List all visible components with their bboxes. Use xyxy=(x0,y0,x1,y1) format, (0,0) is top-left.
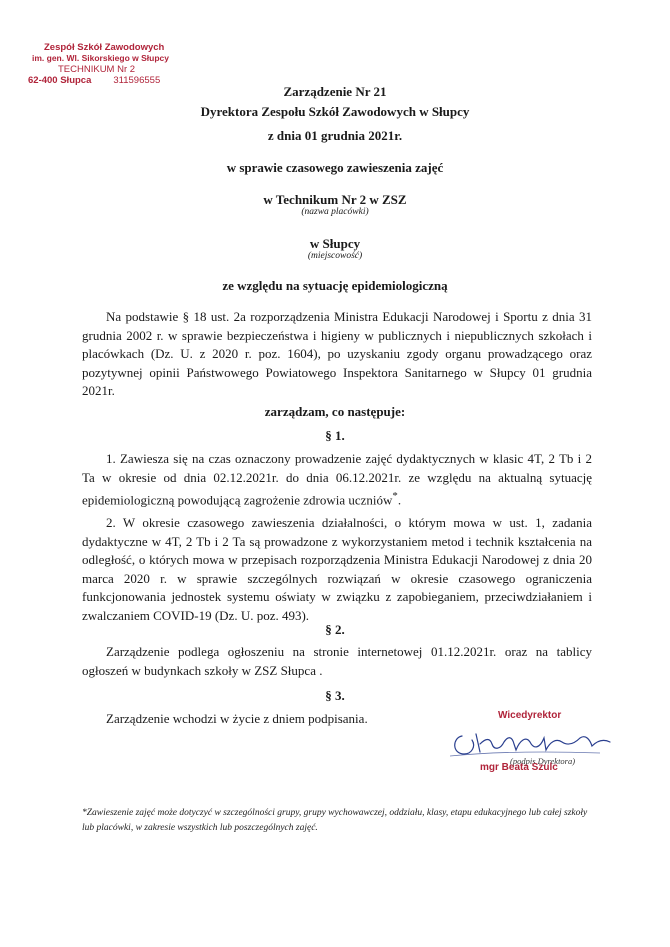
stamp-line-2: im. gen. Wl. Sikorskiego w Słupcy xyxy=(32,53,169,63)
reason-line: ze względu na sytuację epidemiologiczną xyxy=(222,278,448,293)
section-1-heading: § 1. xyxy=(325,428,345,443)
legal-basis-paragraph: Na podstawie § 18 ust. 2a rozporządzenia Ministra Edukacji Narodowej i Sportu z dnia 31 grudnia 2002 r. w sprawie bezpieczeństwa i higieny w publicznych i niepublicznych szkołach i placówkach (Dz. U. z 2020 r. poz. 1604), po uzyskaniu zgody organu prowadzącego oraz pozytywnej opinii Państwowego Powiatowego Inspektora Sanitarnego w Słupcy 01 grudnia 2021r. xyxy=(82,309,592,398)
stamp-line-1: Zespół Szkół Zawodowych xyxy=(44,42,165,53)
footnote-marker: * xyxy=(392,490,398,502)
ordering-line: zarządzam, co następuje: xyxy=(264,404,406,419)
section-3-heading: § 3. xyxy=(325,688,345,703)
signature-title: Wicedyrektor xyxy=(498,710,562,721)
place-note: (miejscowość) xyxy=(307,251,363,261)
section-1-paragraph-1 xyxy=(82,450,592,510)
footnote: *Zawieszenie zajęć może dotyczyć w szczególności grupy, grupy wychowawczej, oddziału, klasy, etapu edukacyjnego lub całej szkoły lub placówki, w zakresie wszystkich lub poszczególnych zajęć. xyxy=(82,808,588,833)
section-2-heading: § 2. xyxy=(325,622,345,637)
s1-p1-end: . xyxy=(397,492,402,508)
document-subject: w sprawie czasowego zawieszenia zajęć xyxy=(226,160,444,175)
place-name: w Słupcy xyxy=(309,236,361,251)
stamp-phone: 311596555 xyxy=(113,75,161,86)
stamp-address: 62-400 Słupca xyxy=(28,75,92,86)
document-date: z dnia 01 grudnia 2021r. xyxy=(267,128,403,143)
section-1-paragraph-2: 2. W okresie czasowego zawieszenia działalności, o którym mowa w ust. 1, zadania dydaktyczne w 4T, 2 Tb i 2 Ta są prowadzone z wykorzystaniem metod i technik kształcenia na odległość, o których mowa w przepisach rozporządzenia Ministra Edukacji Narodowej z dnia 20 marca 2020 r. w sprawie szczególnych rozwiązań w okresie czasowego ograniczenia funkcjonowania jednostek systemu oświaty w związku z zapobieganiem, przeciwdziałaniem i zwalczaniem COVID-19 (Dz. U. poz. 493). xyxy=(82,515,592,623)
institution-name: w Technikum Nr 2 w ZSZ xyxy=(263,192,407,207)
signature-caption: (podpis Dyrektora) xyxy=(510,756,576,766)
school-stamp xyxy=(28,42,218,86)
stamp-line-3: TECHNIKUM Nr 2 xyxy=(58,64,136,75)
institution-note: (nazwa placówki) xyxy=(301,207,369,217)
signature-block xyxy=(450,700,630,780)
document-issuer: Dyrektora Zespołu Szkół Zawodowych w Słupcy xyxy=(200,104,470,119)
signature-name: mgr Beata Szulc xyxy=(480,762,558,773)
s1-p1-text: 1. Zawiesza się na czas oznaczony prowadzenie zajęć dydaktycznych w klasic 4T, 2 Tb i 2 Ta w okresie od dnia 02.12.2021r. do dnia 06.12.2021r. ze względu na aktualną sytuację epidemiologiczną powodującą zagrożenie zdrowia uczniów xyxy=(82,451,592,508)
section-3-paragraph: Zarządzenie wchodzi w życie z dniem podpisania. xyxy=(106,711,368,726)
section-2-paragraph: Zarządzenie podlega ogłoszeniu na stronie internetowej 01.12.2021r. oraz na tablicy ogłoszeń w budynkach szkoły w ZSZ Słupca . xyxy=(82,644,592,678)
document-title: Zarządzenie Nr 21 xyxy=(283,84,387,99)
